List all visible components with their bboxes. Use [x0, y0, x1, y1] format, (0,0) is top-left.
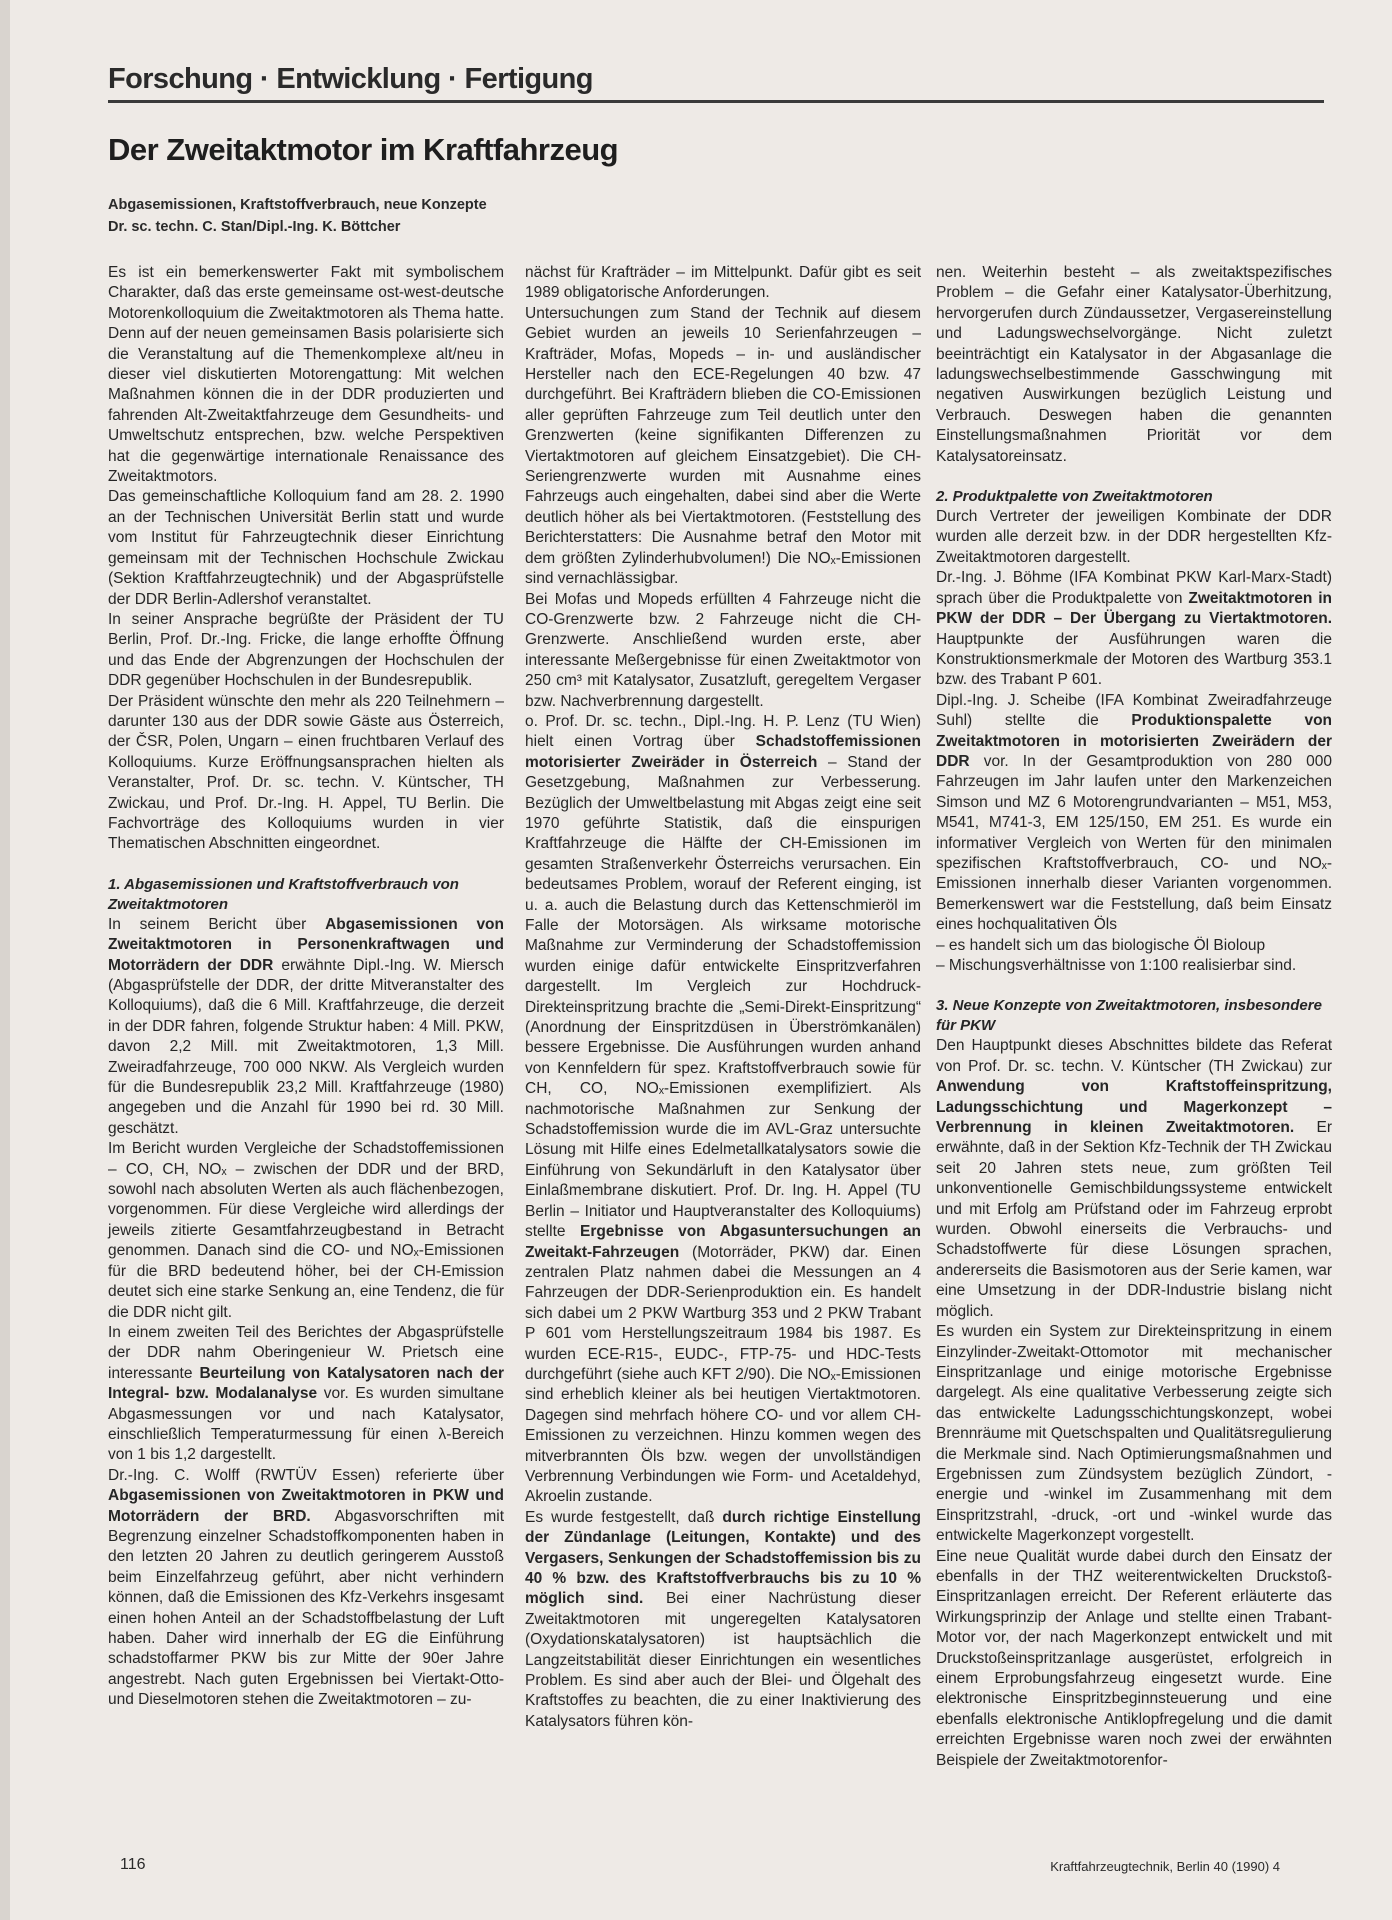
text-column-1	[108, 263, 504, 1711]
text-run: (Motorräder, PKW) dar. Einen zentralen Platz nahmen dabei die Messungen an 4 Fahrzeugen der DDR-Serienproduktion ein. Es handelt sich dabei um 2 PKW Wartburg 353 und 2 PKW Trabant P 601 vom Herstellungszeitraum 1984 bis 1987. Es wurden ECE-R15-, EUDC-, FTP-75- und HDC-Tests durchgeführt (siehe auch KFT 2/90). Die NOₓ-Emissionen sind erheblich kleiner als bei heutigen Viertaktmotoren. Dagegen sind mehrfach höhere CO- und vor allem CH-Emissionen zu verzeichnen. Hinzu kommen wegen des mitverbrannten Öls bzw. wegen der unvollständigen Verbrennung Verbindungen wie Form- und Acetaldehyd, Akroelin zustande.	[525, 1243, 921, 1506]
paragraph	[525, 712, 921, 1508]
article-subtitle	[108, 194, 908, 238]
bold-text: Produktionspalette von Zweitaktmotoren in motorisierten Zweirädern der DDR	[936, 712, 1332, 770]
text-column-3	[936, 263, 1332, 1771]
paragraph: Untersuchungen zum Stand der Technik auf diesem Gebiet wurden an jeweils 10 Serienfahrzeugen – Krafträder, Mofas, Mopeds – in- und ausländischer Hersteller nach den ECE-Regelungen 40 bzw. 47 durchgeführt. Bei Krafträdern blieben die CO-Emissionen aller geprüften Fahrzeuge zum Teil deutlich unter den Grenzwerten (keine signifikanten Differenzen zu Viertaktmotoren auf gleichem Einsatzgebiet). Die CH-Seriengrenzwerte wurden mit Ausnahme eines Fahrzeugs auch eingehalten, dabei sind aber die Werte deutlich höher als bei Viertaktmotoren. (Feststellung des Berichterstatters: Die Ausnahme betraf den Motor mit dem größten Zylinderhubvolumen!) Die NOₓ-Emissionen sind vernachlässigbar.	[525, 304, 921, 588]
text-run: vor. Es wurden simultane Abgasmessungen vor und nach Katalysator, einschließlich Temperaturmessung für einen λ-Bereich von 1 bis 1,2 dargestellt.	[108, 1385, 504, 1464]
text-run: o. Prof. Dr. sc. techn., Dipl.-Ing. H. P. Lenz (TU Wien) hielt einen Vortrag über	[525, 712, 921, 751]
bold-text: durch richtige Einstellung der Zündanlage (Leitungen, Kontakte) und des Vergasers, Senkungen der Schadstoffemission bis zu 40 % bzw. des Kraftstoffverbrauchs bis zu 10 % möglich sind.	[525, 1508, 921, 1608]
text-run: In einem zweiten Teil des Berichtes der Abgasprüfstelle der DDR nahm Oberingenieur W. Prietsch eine interessante	[108, 1323, 504, 1382]
text-run: vor. In der Gesamtproduktion von 280 000 Fahrzeugen im Jahr laufen unter den Markenzeichen Simson und MZ 6 Motorengrundvarianten – M51, M53, M541, M741-3, EM 125/150, EM 251. Es wurde ein informativer Vergleich von Werten für den minimalen spezifischen Kraftstoffverbrauch, CO- und NOₓ-Emissionen innerhalb dieser Varianten vorgenommen. Bemerkenswert war die Feststellung, daß beim Einsatz eines hochqualitativen Öls	[936, 752, 1332, 934]
text-column-2	[525, 263, 921, 1732]
paragraph	[525, 1508, 921, 1732]
text-run: Hauptpunkte der Ausführungen waren die Konstruktionsmerkmale der Motoren des Wartburg 353.1 bzw. des Trabant P 601.	[936, 630, 1332, 689]
journal-citation: Kraftfahrzeugtechnik, Berlin 40 (1990) 4	[1050, 1859, 1280, 1874]
page-number: 116	[120, 1856, 146, 1873]
section-heading-1: 1. Abgasemissionen und Kraftstoffverbrauch von Zweitaktmotoren	[108, 875, 459, 913]
bold-text: Beurteilung von Katalysatoren nach der Integral- bzw. Modalanalyse	[108, 1364, 504, 1403]
paragraph	[108, 1323, 504, 1466]
bold-text: Abgasemissionen von Zweitaktmotoren in Personenkraftwagen und Motorrädern der DDR	[108, 915, 504, 974]
paragraph	[108, 1466, 504, 1711]
paragraph: nächst für Krafträder – im Mittelpunkt. Dafür gibt es seit 1989 obligatorische Anforderungen.	[525, 264, 921, 302]
text-run: Dr.-Ing. C. Wolff (RWTÜV Essen) referierte über	[108, 1466, 504, 1484]
paragraph: Es ist ein bemerkenswerter Fakt mit symbolischem Charakter, daß das erste gemeinsame ost-west-deutsche Motorenkolloquium die Zweitaktmotoren als Thema hatte. Denn auf der neuen gemeinsamen Basis polarisierte sich die Veranstaltung auf die Themenkomplexe alt/neu in dieser viel diskutierten Motorengattung: Mit welchen Maßnahmen können die in der DDR produzierten und fahrenden Alt-Zweitaktfahrzeuge dem Gesundheits- und Umweltschutz entsprechen, bzw. welche Perspektiven hat die gegenwärtige internationale Renaissance des Zweitaktmotors.	[108, 264, 504, 486]
paragraph: Der Präsident wünschte den mehr als 220 Teilnehmern – darunter 130 aus der DDR sowie Gäste aus Österreich, der ČSR, Polen, Ungarn – einen fruchtbaren Verlauf des Kolloquiums. Kurze Eröffnungsansprachen hielten als Veranstalter, Prof. Dr. sc. techn. V. Küntscher, TH Zwickau, und Prof. Dr.-Ing. H. Appel, TU Berlin. Die Fachvorträge des Kolloquiums wurden in vier Thematischen Abschnitten eingeordnet.	[108, 692, 504, 853]
text-run: Dr.-Ing. J. Böhme (IFA Kombinat PKW Karl-Marx-Stadt) sprach über die Produktpalette von	[936, 569, 1332, 607]
text-run: In seinem Bericht über	[108, 915, 326, 933]
list-item: – Mischungsverhältnisse von 1:100 realisierbar sind.	[936, 957, 1297, 974]
article-title: Der Zweitaktmotor im Kraftfahrzeug	[108, 132, 619, 167]
text-run: erwähnte Dipl.-Ing. W. Miersch (Abgasprüfstelle der DDR, der dritte Mitveranstalter des Kolloquiums), daß die 6 Mill. Kraftfahrzeuge, die derzeit in der DDR fahren, folgende Struktur haben: 4 Mill. PKW, davon 2,2 Mill. mit Zweitaktmotoren, 1,3 Mill. Zweiradfahrzeuge, 700 000 NKW. Als Vergleich wurden für die Bundesrepublik 23,2 Mill. Kraftfahrzeuge (1980) angegeben und die Anzahl für 1990 bei rd. 30 Mill. geschätzt.	[108, 956, 504, 1137]
text-run: – Stand der Gesetzgebung, Maßnahmen zur Verbesserung. Bezüglich der Umweltbelastung mit Abgas zeigt eine seit 1970 geführte Statistik, daß die einspurigen Kraftfahrzeuge die Hälfte der CH-Emissionen im gesamten Straßenverkehr Österreichs verursachen. Ein bedeutsames Problem, worauf der Referent einging, ist u. a. auch die Belastung durch das Kettenschmieröl im Falle der Motorsägen. Als wirksame motorische Maßnahme zur Verminderung der Schadstoffemission wurden einige dafür entwickelte Einspritzverfahren dargestellt. Im Vergleich zur Hochdruck-Direkteinspritzung brachte die „Semi-Direkt-Einspritzung“ (Anordnung der Einspritzdüsen in Überströmkanälen) bessere Ergebnisse. Die Ausführungen wurden anhand von Kennfeldern für spez. Kraftstoffverbrauch sowie für CH, CO, NOₓ-Emissionen exemplifiziert. Als nachmotorische Maßnahmen zur Senkung der Schadstoffemission wurde die im AVL-Graz untersuchte Lösung mit Hilfe eines Edelmetallkatalysators sowie die Einführung von Sekundärluft in den Katalysator über Einlaßmembrane diskutiert. Prof. Dr. Ing. H. Appel (TU Berlin – Initiator und Hauptveranstalter des Kolloquiums) stellte	[525, 753, 921, 1241]
paragraph: Bei Mofas und Mopeds erfüllten 4 Fahrzeuge nicht die CO-Grenzwerte bzw. 2 Fahrzeuge nicht die CH-Grenzwerte. Anschließend wurden erste, aber interessante Meßergebnisse für einen Zweitaktmotor von 250 cm³ mit Katalysator, Zusatzluft, geregeltem Vergaser bzw. Nachverbrennung dargestellt.	[525, 590, 921, 710]
paragraph: nen. Weiterhin besteht – als zweitaktspezifisches Problem – die Gefahr einer Katalysator-Überhitzung, hervorgerufen durch Zündaussetzer, Vergasereinstellung und Ladungswechselvorgänge. Nicht zuletzt beeinträchtigt ein Katalysator in der Abgasanlage die ladungswechselbestimmende Gasschwingung mit negativen Auswirkungen bezüglich Leistung und Verbrauch. Deswegen haben die genannten Einstellungsmaßnahmen Priorität vor dem Katalysatoreinsatz.	[936, 264, 1332, 465]
bold-text: Zweitaktmotoren in PKW der DDR – Der Übergang zu Viertaktmotoren.	[936, 589, 1332, 628]
bold-text: Ergebnisse von Abgasuntersuchungen an Zweitakt-Fahrzeugen	[525, 1223, 921, 1261]
bold-text: Schadstoffemissionen motorisierter Zweiräder in Österreich	[525, 733, 921, 771]
paragraph: Das gemeinschaftliche Kolloquium fand am 28. 2. 1990 an der Technischen Universität Berlin statt und wurde vom Institut für Fahrzeugtechnik dieser Einrichtung gemeinsam mit der Technischen Hochschule Zwickau (Sektion Kraftfahrzeugtechnik) und der Abgasprüfstelle der DDR Berlin-Adlershof veranstaltet.	[108, 488, 504, 608]
text-run: Es wurde festgestellt, daß	[525, 1508, 723, 1526]
header-rule	[108, 100, 1324, 103]
list-item: – es handelt sich um das biologische Öl Bioloup	[936, 936, 1266, 954]
bold-text: Anwendung von Kraftstoffeinspritzung, Ladungsschichtung und Magerkonzept – Verbrennung in kleinen Zweitaktmotoren.	[936, 1078, 1332, 1137]
subtitle-authors: Dr. sc. techn. C. Stan/Dipl.-Ing. K. Böttcher	[108, 219, 401, 235]
paragraph	[108, 915, 504, 1139]
text-run: Bei einer Nachrüstung dieser Zweitaktmotoren mit ungeregelten Katalysatoren (Oxydationskatalysatoren) ist hauptsächlich die Langzeitstabilität dieser Einrichtungen ein wesentliches Problem. Es sind aber auch der Blei- und Ölgehalt des Kraftstoffes zu beachten, die zu einer Inaktivierung des Katalysators führen kön-	[525, 1590, 921, 1730]
paragraph: Im Bericht wurden Vergleiche der Schadstoffemissionen – CO, CH, NOₓ – zwischen der DDR und der BRD, sowohl nach absoluten Werten als auch flächenbezogen, vorgenommen. Für diese Vergleiche wird allerdings der jeweils zitierte Gesamtfahrzeugbestand in Betracht genommen. Danach sind die CO- und NOₓ-Emissionen für die BRD bedeutend höher, bei der CH-Emission deutet sich eine starke Senkung an, eine Tendenz, die für die DDR nicht gilt.	[108, 1140, 504, 1321]
paragraph: Es wurden ein System zur Direkteinspritzung in einem Einzylinder-Zweitakt-Ottomotor mit mechanischer Einspritzanlage und einige motorische Ergebnisse dargelegt. Als eine qualitative Verbesserung zeigte sich das entwickelte Ladungsschichtungskonzept, wobei Brennräume mit Quetschspalten und Qualitätsregulierung die Merkmale sind. Nach Optimierungsmaßnahmen und Ergebnissen zum Zündsystem bezüglich Zündort, -energie und -winkel im Zusammenhang mit dem Einspritzstrahl, -druck, -ort und -winkel wurde das entwickelte Magerkonzept vorgestellt.	[936, 1323, 1332, 1545]
section-heading-2: 2. Produktpalette von Zweitaktmotoren	[936, 488, 1213, 506]
paragraph: Durch Vertreter der jeweiligen Kombinate der DDR wurden alle derzeit bzw. in der DDR hergestellten Kfz-Zweitaktmotoren dargestellt.	[936, 508, 1332, 566]
text-run: Abgasvorschriften mit Begrenzung einzelner Schadstoffkomponenten haben in den letzten 20 Jahren zu deutlich geringerem Ausstoß beim Einzelfahrzeug geführt, aber nicht verhindern können, daß die Emissionen des Kfz-Verkehrs insgesamt einen hohen Anteil an der Schadstoffbelastung der Luft haben. Daher wird innerhalb der EG die Einführung schadstoffarmer PKW bis zur Mitte der 90er Jahre angestrebt. Nach guten Ergebnissen bei Viertakt-Otto- und Dieselmotoren stehen die Zweitaktmotoren – zu-	[108, 1507, 505, 1709]
section-heading-3: 3. Neue Konzepte von Zweitaktmotoren, insbesondere für PKW	[936, 997, 1322, 1035]
text-run: Er erwähnte, daß in der Sektion Kfz-Technik der TH Zwickau seit 20 Jahren stets neue, zum größten Teil unkonventionelle Gemischbildungssysteme entwickelt und mit Erfolg am Prüfstand oder im Fahrzeug erprobt wurden. Obwohl einerseits die Verbrauchs- und Schadstoffwerte für diese Lösungen sprachen, andererseits die Basismotoren aus der Serie kamen, war eine Umsetzung in der DDR-Industrie bislang nicht möglich.	[936, 1119, 1332, 1320]
paragraph: Eine neue Qualität wurde dabei durch den Einsatz der ebenfalls in der THZ weiterentwickelten Druckstoß-Einspritzanlagen erreicht. Der Referent erläuterte das Wirkungsprinzip der Anlage und stellte einen Trabant-Motor vor, der nach Magerkonzept entwickelt und mit Druckstoßeinspritzanlage ausgerüstet, erfolgreich in einem Erprobungsfahrzeug eingesetzt wurde. Eine elektronische Einspritzbeginnsteuerung und eine ebenfalls elektronische Antiklopfregelung und die damit erreichten Ergebnisse waren noch zwei der erwähnten Beispiele der Zweitaktmotorenfor-	[936, 1547, 1332, 1769]
paragraph	[936, 691, 1332, 936]
text-run: Den Hauptpunkt dieses Abschnittes bildete das Referat von Prof. Dr. sc. techn. V. Küntscher (TH Zwickau) zur	[936, 1037, 1332, 1075]
subtitle-topics: Abgasemissionen, Kraftstoffverbrauch, neue Konzepte	[108, 197, 487, 213]
paragraph: In seiner Ansprache begrüßte der Präsident der TU Berlin, Prof. Dr.-Ing. Fricke, die lange erhoffte Öffnung und das Ende der Abgrenzungen der Hochschulen der DDR gegenüber Hochschulen in der Bundesrepublik.	[108, 610, 504, 690]
paragraph	[936, 568, 1332, 690]
text-run: Dipl.-Ing. J. Scheibe (IFA Kombinat Zweiradfahrzeuge Suhl) stellte die	[936, 691, 1332, 730]
bold-text: Abgasemissionen von Zweitaktmotoren in PKW und Motorrädern der BRD.	[108, 1487, 504, 1525]
paragraph	[936, 1036, 1332, 1322]
section-heading: Forschung · Entwicklung · Fertigung	[108, 63, 593, 95]
